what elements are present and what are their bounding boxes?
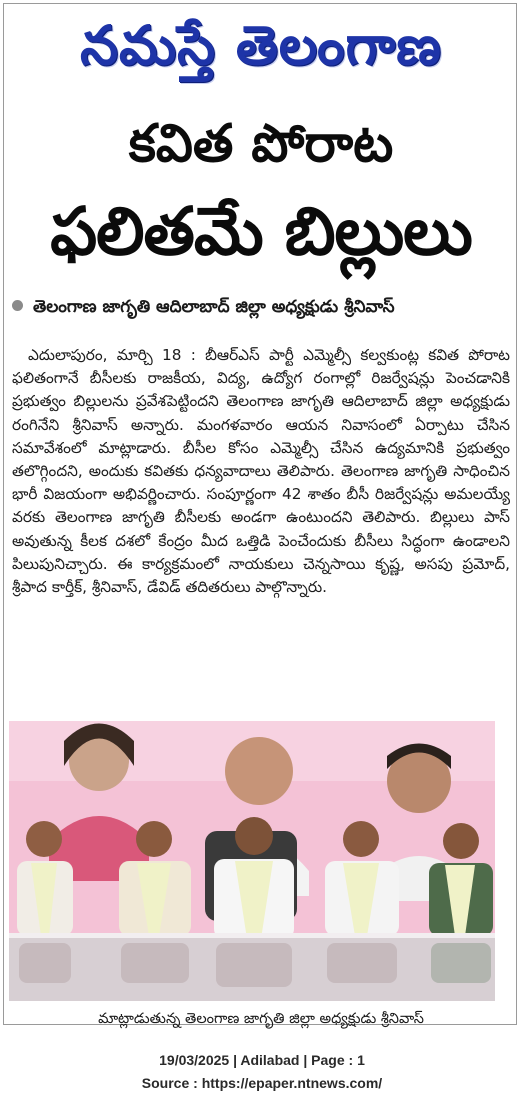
article-body: ఎదులాపురం, మార్చి 18 : బీఆర్ఎస్ పార్టీ ఎమ్మెల్సీ కల్వకుంట్ల కవిత పోరాట ఫలితంగానే బీసీలకు రాజకీయ, విద్య, ఉద్యోగ రంగాల్లో రిజర్వేషన్లు పెంచడానికి ప్రభుత్వం బిల్లులను ప్రవేశపెట్టిందని తెలంగాణ జాగృతి ఆదిలాబాద్ జిల్లా అధ్యక్షుడు రంగినేని శ్రీనివాస్ అన్నారు. మంగళవారం ఆయన నివాసంలో ఏర్పాటు చేసిన సమావేశంలో మాట్లాడారు. బీసీల కోసం ఎమ్మెల్సీ చేసిన ఉద్యమానికి ప్రభుత్వం తలొగ్గిందని, అందుకు కవితకు ధన్యవాదాలు తెలిపారు. తెలంగాణ జాగృతి సాధించిన భారీ విజయంగా అభివర్ణించారు. సంపూర్ణంగా 42 శాతం బీసీ రిజర్వేషన్లు అమలయ్యే వరకు తెలంగాణ జాగృతి బీసీలకు అండగా ఉంటుందని తెలిపారు. బిల్లులు పాస్ అవుతున్న కీలక దశలో కేంద్రం మీద ఒత్తిడి పెంచేందుకు బీసీలు సిద్ధంగా ఉండాలని పిలుపునిచ్చారు. ఈ కార్యక్రమంలో నాయకులు చెన్నసాయి కృష్ణ, అసపు ప్రమోద్, శ్రీపాద కార్తీక్, శ్రీనివాస్, డేవిడ్ తదితరులు పాల్గొన్నారు. <box>12 346 510 597</box>
news-clipping <box>3 3 517 1025</box>
subheadline-text: తెలంగాణ జాగృతి ఆదిలాబాద్ జిల్లా అధ్యక్షుడు శ్రీనివాస్ <box>33 297 395 317</box>
subheadline <box>12 294 512 320</box>
bullet-icon <box>12 300 23 311</box>
photo-caption: మాట్లాడుతున్న తెలంగాణ జాగృతి జిల్లా అధ్యక్షుడు శ్రీనివాస్ <box>98 1011 424 1027</box>
newspaper-masthead: నమస్తే తెలంగాణ <box>80 13 442 77</box>
article-photo <box>9 721 495 1001</box>
headline-line-1: కవిత పోరాట <box>128 114 394 174</box>
source-line: Source : https://epaper.ntnews.com/ <box>141 1075 383 1091</box>
headline-line-2: ఫలితమే బిల్లులు <box>50 193 472 270</box>
edition-meta: 19/03/2025 | Adilabad | Page : 1 <box>159 1052 365 1068</box>
photo-illustration <box>9 721 495 1001</box>
